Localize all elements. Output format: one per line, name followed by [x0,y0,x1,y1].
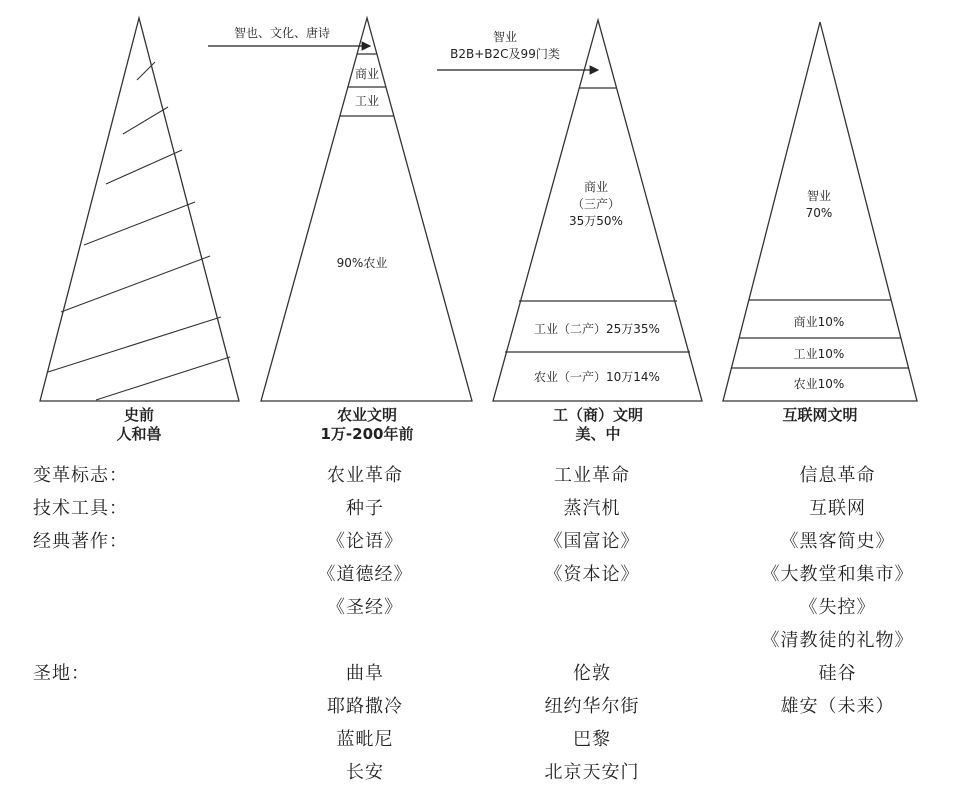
hatch-line [123,107,168,134]
book-item: 《论语》 [327,531,403,552]
revolution-value: 工业革命 [554,465,630,486]
pyramid-subtitle: 1万-200年前 [320,425,414,443]
book-item: 《圣经》 [327,597,403,618]
segment-label: 工业10% [793,347,845,361]
segment-label: 智业 [806,189,832,203]
category-labels [33,459,128,690]
holy-place-item: 耶路撒冷 [327,696,403,717]
segment-label: 工业 [354,94,380,108]
pyramid-industrial [437,20,702,443]
holy-place-item: 北京天安门 [544,762,640,783]
segment-label: （三产） [571,197,621,211]
column-industrial [512,459,672,789]
pyramid-internet [723,22,917,424]
segment-label: 农业10% [793,377,845,391]
hatch-line [96,357,230,400]
segment-label: 35万50% [569,214,623,228]
segment-label: 农业（一产）10万14% [534,370,660,384]
holy-place-item: 纽约华尔街 [544,696,640,717]
tool-value: 互联网 [809,498,866,519]
pyramid-title: 史前 [123,406,155,424]
pyramid-agriculture [208,18,472,443]
pyramid-subtitle: 美、中 [575,425,621,443]
column-agriculture [300,459,430,789]
segment-label: 商业10% [793,315,845,329]
hatch-line [61,256,210,312]
category-tool: 技术工具： [33,498,128,519]
hatch-line [106,150,182,184]
segment-label: 工业（二产）25万35% [534,322,660,336]
revolution-value: 信息革命 [799,465,876,486]
segment-label: 商业 [583,180,609,194]
category-books: 经典著作： [33,531,128,552]
holy-place-item: 长安 [346,762,384,783]
tool-value: 蒸汽机 [563,498,621,519]
holy-place-item: 雄安（未来） [780,696,895,717]
segment-label: 商业 [354,67,380,81]
segment-label: 70% [805,206,833,220]
category-revolution: 变革标志： [33,465,128,486]
holy-place-item: 伦敦 [573,663,611,684]
book-item: 《道德经》 [317,564,413,585]
book-item: 《大教堂和集市》 [761,564,914,585]
holy-place-item: 硅谷 [818,663,857,684]
revolution-value: 农业革命 [327,465,403,486]
top-annotation: 智业 [492,30,518,44]
pyramid-prehistory [40,18,239,443]
pyramid-title: 农业文明 [336,406,398,424]
pyramid-title: 工（商）文明 [552,406,644,424]
category-holy-places: 圣地： [33,663,90,684]
pyramid-title: 互联网文明 [782,406,858,424]
book-item: 《失控》 [799,597,876,618]
holy-place-item: 蓝毗尼 [336,729,394,750]
book-item: 《清教徒的礼物》 [761,630,914,651]
hatch-line [48,317,221,372]
column-internet [730,459,945,723]
tool-value: 种子 [346,498,384,519]
pyramid-subtitle: 人和兽 [116,425,162,443]
book-item: 《资本论》 [544,564,640,585]
top-annotation: 智也、文化、唐诗 [233,26,331,40]
hatch-line [84,202,195,245]
holy-place-item: 巴黎 [573,729,611,750]
segment-label: 90%农业 [336,256,388,270]
holy-place-item: 曲阜 [346,663,384,684]
top-annotation: B2B+B2C及99门类 [450,47,560,61]
book-item: 《国富论》 [544,531,640,552]
book-item: 《黑客简史》 [780,531,895,552]
